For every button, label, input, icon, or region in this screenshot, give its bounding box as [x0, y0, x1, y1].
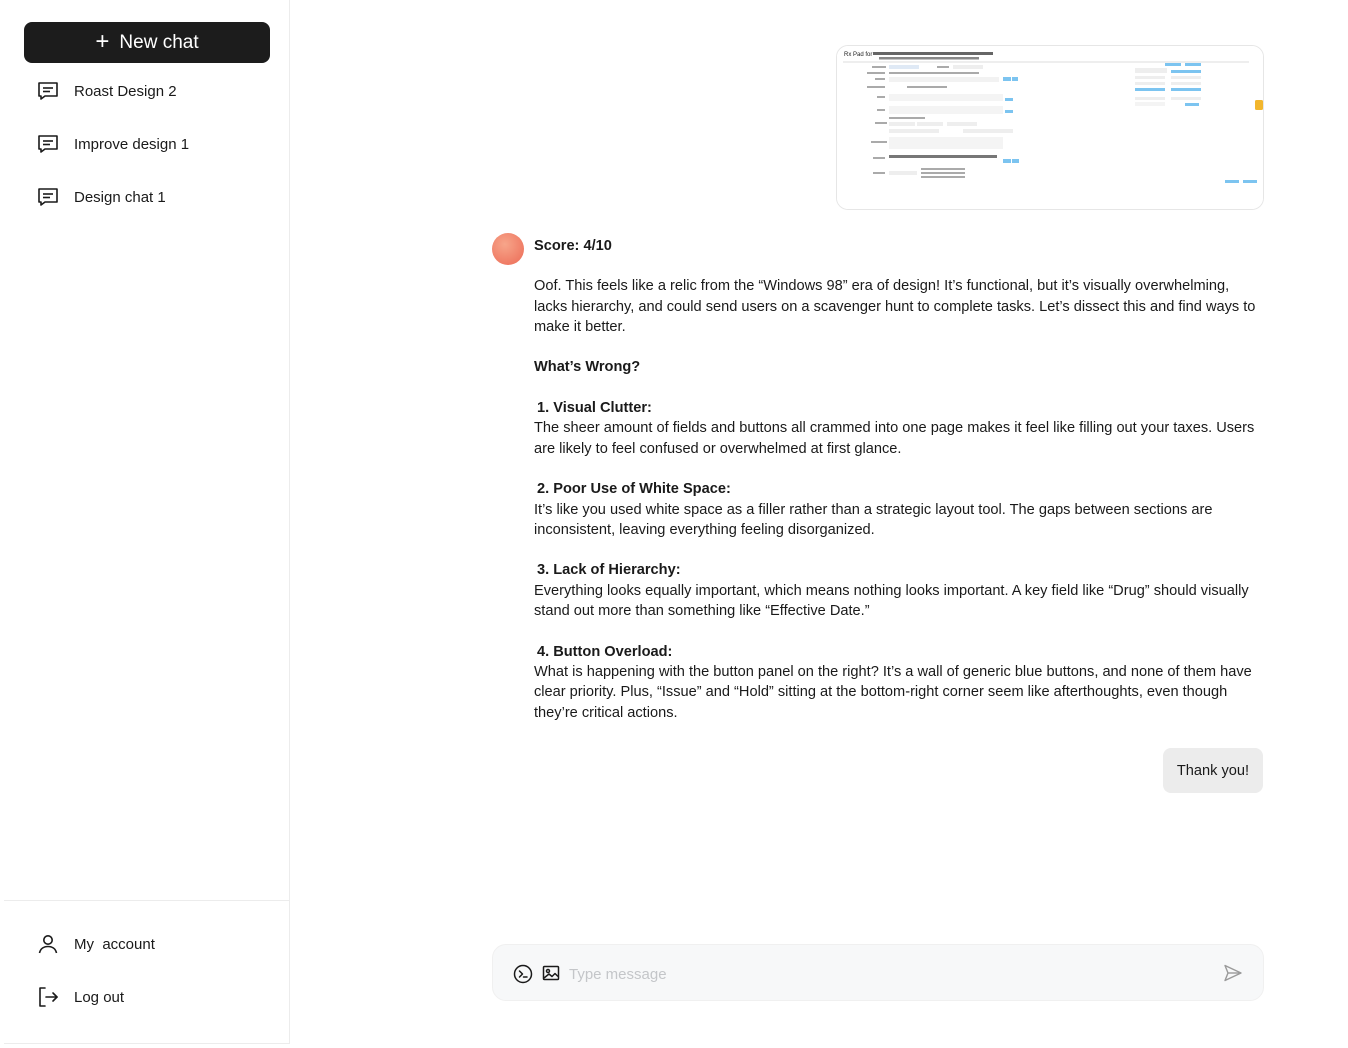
- attachment-image[interactable]: [836, 45, 1264, 210]
- sidebar-divider: [4, 900, 290, 901]
- rx-pad-screenshot-thumbnail: [837, 46, 1264, 210]
- image-upload-icon[interactable]: [542, 964, 560, 987]
- reply-intro: Oof. This feels like a relic from the “Windows 98” era of design! It’s functional, but it’s visually overwhelming, lacks hierarchy, and could send users on a scavenger hunt to complete tasks. Let’s dissect this and find ways to make it better.: [534, 278, 1256, 335]
- chat-item-improve-design-1[interactable]: [36, 129, 189, 159]
- reply-point-title: 3. Lack of Hierarchy:: [537, 562, 681, 579]
- thumbnail-title: Rx Pad for: [844, 52, 873, 58]
- reply-point-title: 1. Visual Clutter:: [537, 400, 652, 417]
- new-chat-button[interactable]: [24, 22, 270, 63]
- reply-point: [534, 398, 1262, 459]
- chat-item-label: Design chat 1: [74, 188, 166, 206]
- user-message: Thank you!: [1163, 748, 1263, 793]
- new-chat-label: New chat: [119, 31, 199, 53]
- my-account-label: My account: [74, 935, 155, 953]
- message-input[interactable]: [569, 961, 1189, 987]
- chat-main: [290, 0, 1348, 1048]
- my-account-link[interactable]: [36, 929, 155, 959]
- chat-item-roast-design-2[interactable]: [36, 76, 177, 106]
- chat-item-label: Improve design 1: [74, 135, 190, 153]
- logout-icon: [36, 985, 60, 1009]
- reply-point-body: The sheer amount of fields and buttons all crammed into one page makes it feel like filling out your taxes. Users are likely to feel confused or overwhelmed at first glance.: [534, 420, 1255, 457]
- prompt-icon[interactable]: [513, 964, 533, 989]
- reply-point-body: Everything looks equally important, which means nothing looks important. A key field like “Drug” should visually stand out more than something like “Effective Date.”: [534, 582, 1249, 620]
- log-out-link[interactable]: [36, 982, 124, 1012]
- assistant-avatar: [492, 233, 524, 265]
- assistant-message: [534, 236, 1262, 743]
- plus-icon: +: [95, 27, 110, 55]
- reply-point: [534, 642, 1262, 723]
- score-label: Score: 4/10: [534, 238, 612, 254]
- chat-bubble-icon: [36, 185, 60, 209]
- sidebar: [4, 0, 290, 1044]
- user-icon: [36, 932, 60, 956]
- reply-point-title: 2. Poor Use of White Space:: [537, 481, 731, 498]
- log-out-label: Log out: [74, 988, 125, 1006]
- message-composer: [492, 944, 1264, 1001]
- reply-point: [534, 479, 1262, 540]
- reply-point-body: It’s like you used white space as a filler rather than a strategic layout tool. The gaps between sections are inconsistent, leaving everything feeling disorganized.: [534, 501, 1213, 538]
- reply-point: [534, 560, 1262, 621]
- reply-point-body: What is happening with the button panel on the right? It’s a wall of generic blue buttons, and none of them have clear priority. Plus, “Issue” and “Hold” sitting at the bottom-right corner seem like afterthoughts, even though they’re critical actions.: [534, 663, 1252, 721]
- chat-bubble-icon: [36, 132, 60, 156]
- send-icon[interactable]: [1223, 963, 1243, 988]
- reply-heading: What’s Wrong?: [534, 359, 641, 376]
- reply-point-title: 4. Button Overload:: [537, 643, 673, 660]
- chat-bubble-icon: [36, 79, 60, 103]
- chat-item-label: Roast Design 2: [74, 82, 177, 100]
- chat-item-design-chat-1[interactable]: [36, 182, 166, 212]
